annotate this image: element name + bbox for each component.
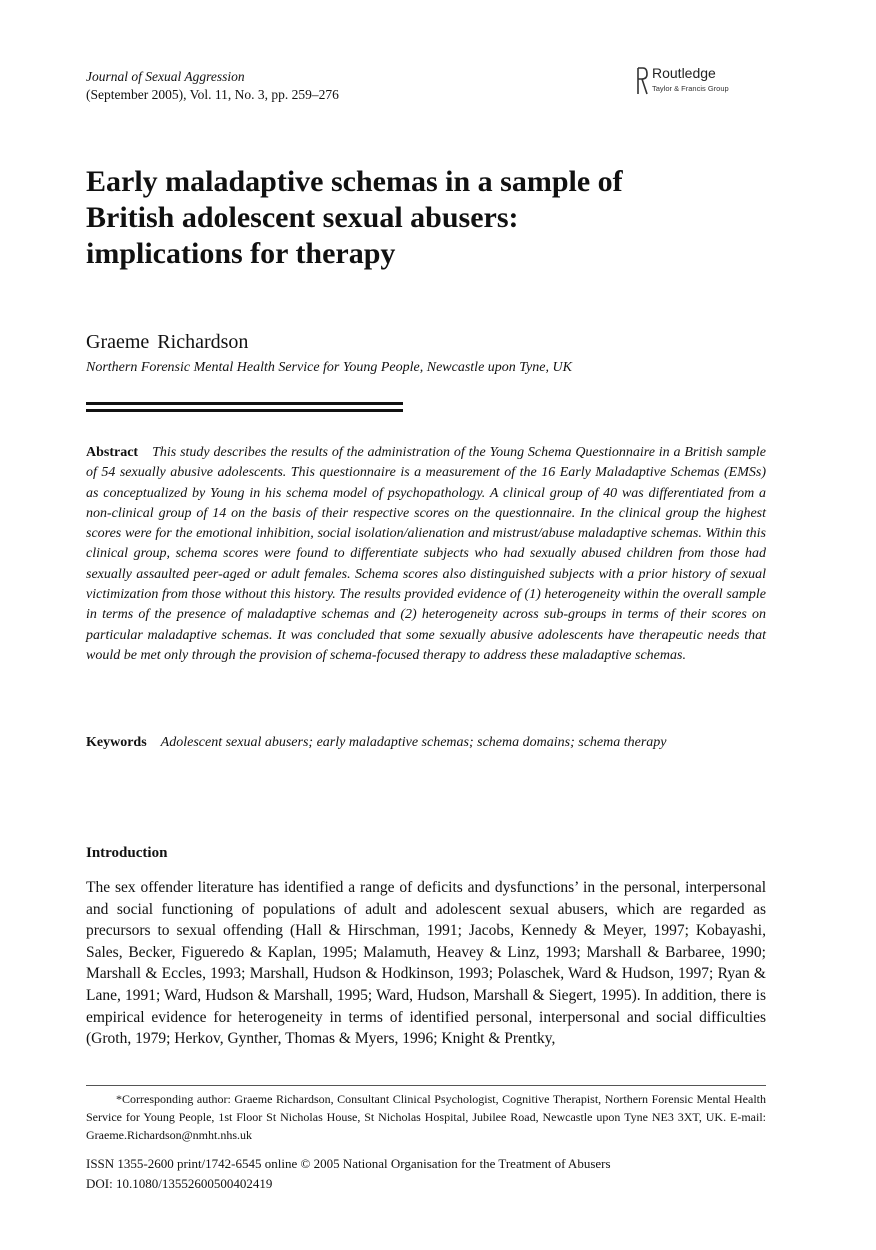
issn-line: ISSN 1355-2600 print/1742-6545 online © 2005 National Organisation for the Treatment of Abusers [86, 1156, 611, 1171]
title-line: British adolescent sexual abusers: [86, 201, 519, 234]
author-name: Graeme Richardson [86, 331, 249, 353]
article-title [86, 164, 806, 272]
routledge-r-icon [636, 66, 648, 96]
abstract [86, 443, 766, 666]
title-line: implications for therapy [86, 237, 396, 270]
abstract-label: Abstract [86, 445, 139, 460]
author-affiliation: Northern Forensic Mental Health Service for Young People, Newcastle upon Tyne, UK [86, 360, 572, 375]
introduction-paragraph: The sex offender literature has identified a range of deficits and dysfunctions’ in the personal, interpersonal and social functioning of populations of adult and adolescent sexual abusers, which are regarded as precursors to sexual offending (Hall & Hirschman, 1991; Jacobs, Kennedy & Meyer, 1997; Kobayashi, Sales, Becker, Figueredo & Kaplan, 1995; Malamuth, Heavey & Linz, 1993; Marshall & Barbaree, 1990; Marshall & Eccles, 1993; Marshall, Hudson & Hodkinson, 1993; Polaschek, Ward & Hudson, 1997; Ryan & Lane, 1991; Ward, Hudson & Marshall, 1995; Ward, Hudson, Marshall & Siegert, 1995). In addition, there is empirical evidence for heterogeneity in terms of identified personal, interpersonal and social difficulties (Groth, 1979; Herkov, Gynther, Thomas & Myers, 1996; Knight & Prentky, [86, 879, 766, 1048]
keywords-text: Adolescent sexual abusers; early maladaptive schemas; schema domains; schema therapy [160, 735, 667, 750]
divider-rule [86, 409, 403, 412]
divider-rule [86, 402, 403, 405]
journal-issue-details: (September 2005), Vol. 11, No. 3, pp. 259–276 [86, 87, 339, 102]
journal-name: Journal of Sexual Aggression [86, 69, 245, 84]
doi-line: DOI: 10.1080/13552600500402419 [86, 1176, 273, 1191]
section-heading-introduction: Introduction [86, 845, 168, 861]
title-line: Early maladaptive schemas in a sample of [86, 165, 623, 198]
publisher-group: Taylor & Francis Group [652, 84, 729, 93]
keywords [86, 733, 766, 753]
footnote-rule [86, 1085, 766, 1086]
publisher-name: Routledge [652, 65, 716, 81]
corresponding-author-note: *Corresponding author: Graeme Richardson, Consultant Clinical Psychologist, Cognitive Therapist, Northern Forensic Mental Health Service for Young People, 1st Floor St Nicholas House, St Nicholas Hospital, Jubilee Road, Newcastle upon Tyne NE3 3XT, UK. E-mail: Graeme.Richardson@nmht.nhs.uk [86, 1092, 766, 1143]
keywords-label: Keywords [86, 735, 147, 750]
journal-citation [86, 68, 339, 104]
publisher-logo [636, 62, 746, 98]
abstract-text: This study describes the results of the administration of the Young Schema Questionnaire in a British sample of 54 sexually abusive adolescents. This questionnaire is a measurement of the 16 Early Maladaptive Schemas (EMSs) as conceptualized by Young in his schema model of psychopathology. A clinical group of 40 was differentiated from a non-clinical group of 14 on the basis of their respective scores on the questionnaire. In the clinical group the highest scores were for the emotional inhibition, social isolation/alienation and mistrust/abuse maladaptive schemas. Within this clinical group, schema scores were found to differentiate subjects who had sexually abused children from those had sexually assaulted peer-aged or adult females. Schema scores also distinguished subjects with a prior history of sexual victimization from those without this history. The results provided evidence of (1) heterogeneity within the overall sample in terms of the presence of maladaptive schemas and (2) heterogeneity across sub-groups in terms of their scores on particular maladaptive schemas. It was concluded that some sexually abusive adolescents have therapeutic needs that would be met only through the provision of schema-focused therapy to address these maladaptive schemas. [86, 445, 766, 663]
